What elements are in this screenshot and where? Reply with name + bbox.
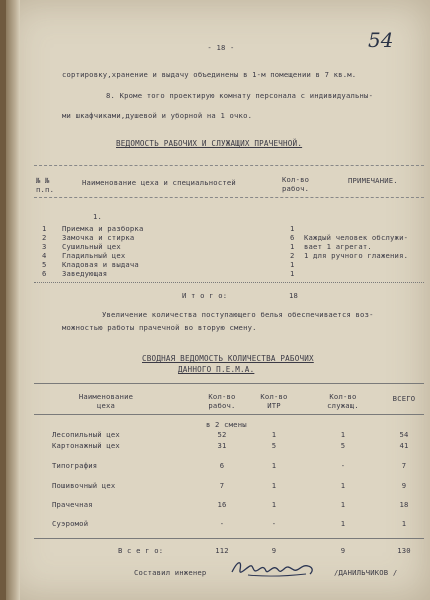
table2-total-label: В с е г о: <box>118 546 164 555</box>
table-row-workers: 31 <box>217 441 227 450</box>
page-number: - 18 - <box>207 43 235 52</box>
binding-edge <box>6 0 20 600</box>
table-row-itr: 1 <box>271 500 277 509</box>
table-row-count: 1 <box>290 269 295 278</box>
table-row-itr: 1 <box>271 481 277 490</box>
table-row-itr: - <box>271 519 277 528</box>
table1-total-value: 18 <box>289 291 299 300</box>
table2-title-line-2: ДАННОГО П.Е.М.А. <box>178 365 255 374</box>
table-row-name: Приемка и разборка <box>62 224 144 233</box>
table2-shift-note: в 2 смены <box>206 420 247 429</box>
table-row-num: 2 <box>42 233 47 242</box>
table2-header-rule <box>34 414 424 415</box>
paragraph-line-1: Увеличение количества поступающего белья обеспечивается воз- <box>102 310 374 319</box>
table-row-clerks: 1 <box>340 500 346 509</box>
table-row-count: 2 <box>290 251 295 260</box>
table-row-num: 5 <box>42 260 47 269</box>
table1-total-label: И т о г о: <box>182 291 228 300</box>
table-row-name: Суэромой <box>52 519 89 528</box>
table-row-num: 3 <box>42 242 47 251</box>
table2-title-line-1: СВОДНАЯ ВЕДОМОСТЬ КОЛИЧЕСТВА РАБОЧИХ <box>142 354 314 363</box>
table-row-clerks: 1 <box>340 481 346 490</box>
footer-compiled-label: Составил инженер <box>134 568 207 577</box>
table1-header-count: Кол-во рабоч. <box>282 175 310 193</box>
table2-total-rule <box>34 538 424 539</box>
table2-header-itr: Кол-во ИТР <box>260 392 288 410</box>
table-row-total: 1 <box>401 519 407 528</box>
table-row-workers: 16 <box>217 500 227 509</box>
table-row-count: 1 <box>290 260 295 269</box>
table-row-clerks: 1 <box>340 430 346 439</box>
paragraph-line-2: можностью работы прачечной во вторую смену. <box>62 323 257 332</box>
table-row-count: 1 <box>290 224 295 233</box>
table-row-total: 7 <box>401 461 407 470</box>
table-row-workers: 52 <box>217 430 227 439</box>
table-row-name: Лесопильный цех <box>52 430 120 439</box>
table1-marker: 1. <box>93 212 103 221</box>
intro-line-3: ми шкафчиками,душевой и уборной на 1 очко. <box>62 111 253 120</box>
table-row-workers: - <box>219 519 225 528</box>
signature <box>228 556 318 580</box>
table-row-num: 1 <box>42 224 47 233</box>
table-row-name: Замочка и стирка <box>62 233 135 242</box>
table-row-count: 1 <box>290 242 295 251</box>
table-row-total: 41 <box>399 441 409 450</box>
table-row-workers: 7 <box>219 481 225 490</box>
table-row-itr: 5 <box>271 441 277 450</box>
intro-line-1: сортировку,хранение и выдачу объединены в 1-м помещении в 7 кв.м. <box>62 70 357 79</box>
table-row-itr: 1 <box>271 461 277 470</box>
table-row-clerks: 5 <box>340 441 346 450</box>
table2-header-workers: Кол-во рабоч. <box>208 392 236 410</box>
table-row-num: 6 <box>42 269 47 278</box>
table1-note-1: Каждый человек обслужи- <box>304 233 409 242</box>
table-row-name: Прачечная <box>52 500 93 509</box>
table2-header-total: ВСЕГО <box>392 394 416 403</box>
table1-header-num: № № п.п. <box>36 176 55 194</box>
table1-note-3: 1 для ручного глажения. <box>304 251 409 260</box>
table-row-total: 54 <box>399 430 409 439</box>
table-row-name: Заведующая <box>62 269 108 278</box>
footer-name: /ДАНИЛЬЧИКОВ / <box>334 568 398 577</box>
table1-note-2: вает 1 агрегат. <box>304 242 372 251</box>
document-page <box>6 0 430 600</box>
table1-header-rule <box>34 197 424 198</box>
archive-number: 54 <box>368 28 394 52</box>
table1-top-rule <box>34 165 424 166</box>
table-row-workers: 6 <box>219 461 225 470</box>
table-row-name: Пошивочный цех <box>52 481 116 490</box>
table1-title: ВЕДОМОСТЬ РАБОЧИХ И СЛУЖАЩИХ ПРАЧЕЧНОЙ. <box>116 139 303 148</box>
table-row-total: 9 <box>401 481 407 490</box>
table1-header-name: Наименование цеха и специальностей <box>82 178 236 187</box>
table-row-name: Картонажный цех <box>52 441 120 450</box>
intro-line-2: 8. Кроме того проектирую комнату персонала с индивидуальны- <box>106 91 374 100</box>
table1-total-rule <box>34 282 424 283</box>
table-row-itr: 1 <box>271 430 277 439</box>
table-row-name: Кладовая и выдача <box>62 260 139 269</box>
table1-header-notes: ПРИМЕЧАНИЕ. <box>348 176 398 185</box>
table2-top-rule <box>34 383 424 384</box>
table2-total-clerks: 9 <box>340 546 346 555</box>
table-row-name: Сушильный цех <box>62 242 121 251</box>
table-row-num: 4 <box>42 251 47 260</box>
table2-total-workers: 112 <box>215 546 229 555</box>
table-row-total: 18 <box>399 500 409 509</box>
table2-header-name: Наименование цеха <box>78 392 134 410</box>
table-row-count: 6 <box>290 233 295 242</box>
table-row-name: Типография <box>52 461 98 470</box>
table-row-clerks: 1 <box>340 519 346 528</box>
table-row-clerks: - <box>340 461 346 470</box>
table2-total-all: 130 <box>397 546 411 555</box>
table2-header-clerks: Кол-во служащ. <box>327 392 359 410</box>
table2-total-itr: 9 <box>271 546 277 555</box>
table-row-name: Гладильный цех <box>62 251 126 260</box>
